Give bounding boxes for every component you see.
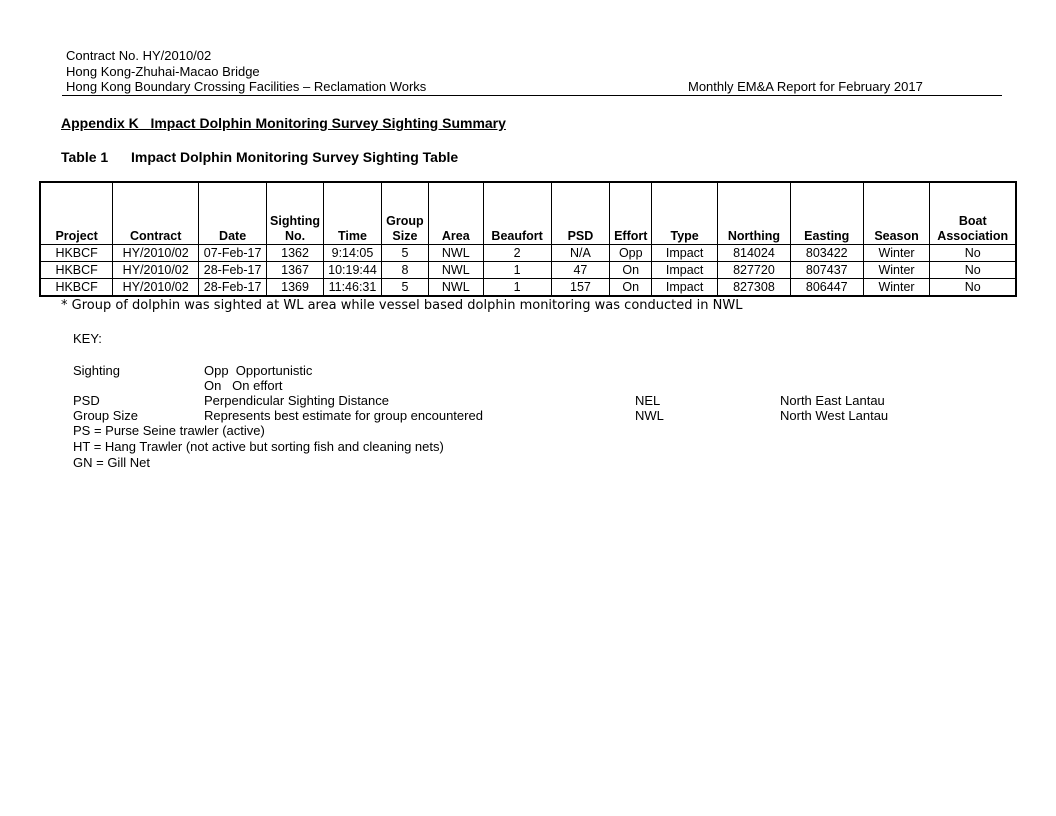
table-cell: On — [610, 279, 652, 297]
column-header — [863, 182, 930, 245]
key-group-label: Group Size — [73, 408, 139, 423]
key-opp: Opp Opportunistic — [204, 363, 313, 378]
column-header — [324, 182, 382, 245]
table-cell: 1369 — [267, 279, 324, 297]
table-cell: NWL — [428, 245, 483, 262]
table-cell: Winter — [863, 245, 930, 262]
column-header — [113, 182, 199, 245]
table-cell: HKBCF — [40, 279, 113, 297]
column-header-text: Northing — [727, 229, 780, 243]
column-header — [483, 182, 551, 245]
table-cell: 9:14:05 — [324, 245, 382, 262]
key-gn: GN = Gill Net — [73, 455, 150, 470]
table-cell: 10:19:44 — [324, 262, 382, 279]
key-label: KEY: — [73, 331, 102, 346]
table-body — [40, 245, 1016, 297]
key-psd-label: PSD — [73, 393, 100, 408]
column-header-text: Contract — [129, 229, 182, 243]
table-cell: 827308 — [718, 279, 791, 297]
key-nel-code: NEL — [635, 393, 661, 408]
column-header-text: Type — [670, 229, 699, 243]
column-header-text: PSD — [567, 229, 594, 243]
project-name: Hong Kong-Zhuhai-Macao Bridge — [66, 64, 260, 79]
table-cell: 806447 — [790, 279, 863, 297]
column-header — [610, 182, 652, 245]
column-header-text: Project — [55, 229, 98, 243]
table-cell: 28-Feb-17 — [199, 279, 267, 297]
table-cell: 827720 — [718, 262, 791, 279]
key-nel-text: North East Lantau — [780, 393, 885, 408]
column-header — [267, 182, 324, 245]
table-cell: 1 — [483, 262, 551, 279]
key-nwl-code: NWL — [635, 408, 664, 423]
table-cell: No — [930, 245, 1016, 262]
column-header — [652, 182, 718, 245]
table-cell: 807437 — [790, 262, 863, 279]
column-header-text: Group — [386, 214, 424, 228]
table-cell: NWL — [428, 262, 483, 279]
column-header-text: Beaufort — [491, 229, 543, 243]
table-cell: Impact — [652, 245, 718, 262]
key-nwl-text: North West Lantau — [780, 408, 889, 423]
column-header-text: Boat — [958, 214, 987, 228]
table-cell: No — [930, 279, 1016, 297]
table-cell: On — [610, 262, 652, 279]
column-header — [381, 182, 428, 245]
table-cell: 157 — [551, 279, 610, 297]
table-cell: 1362 — [267, 245, 324, 262]
key-ht: HT = Hang Trawler (not active but sorting fish and cleaning nets) — [73, 439, 444, 454]
appendix-title: Appendix K Impact Dolphin Monitoring Survey Sighting Summary — [61, 115, 506, 131]
column-header — [40, 182, 113, 245]
contract-number: Contract No. HY/2010/02 — [66, 48, 212, 63]
table-cell: N/A — [551, 245, 610, 262]
table-cell: 07-Feb-17 — [199, 245, 267, 262]
table-cell: 5 — [381, 279, 428, 297]
column-header — [930, 182, 1016, 245]
table-number: Table 1 — [61, 149, 109, 165]
column-header-text: Effort — [614, 229, 648, 243]
table-cell: HY/2010/02 — [113, 245, 199, 262]
column-header-text: No. — [284, 229, 306, 243]
table-cell: No — [930, 262, 1016, 279]
table-cell: HY/2010/02 — [113, 279, 199, 297]
table-cell: 803422 — [790, 245, 863, 262]
table-cell: Opp — [610, 245, 652, 262]
table-row — [40, 262, 1016, 279]
table-cell: Impact — [652, 262, 718, 279]
column-header-text: Season — [874, 229, 919, 243]
column-header — [428, 182, 483, 245]
column-header-text: Sighting — [270, 214, 321, 228]
column-header — [199, 182, 267, 245]
table-cell: 1367 — [267, 262, 324, 279]
column-header-text: Time — [338, 229, 367, 243]
table-row — [40, 279, 1016, 297]
works-name: Hong Kong Boundary Crossing Facilities – Reclamation Works — [66, 79, 427, 94]
column-header — [551, 182, 610, 245]
key-sighting-label: Sighting — [73, 363, 120, 378]
key-on: On On effort — [204, 378, 283, 393]
table-title — [61, 149, 458, 165]
header-divider — [62, 95, 1002, 96]
table-cell: 2 — [483, 245, 551, 262]
footnote: * Group of dolphin was sighted at WL area while vessel based dolphin monitoring was conducted in NWL — [61, 298, 743, 313]
column-header-text: Size — [392, 229, 418, 243]
table-cell: 8 — [381, 262, 428, 279]
column-header-text: Date — [219, 229, 247, 243]
table-cell: Impact — [652, 279, 718, 297]
key-psd-text: Perpendicular Sighting Distance — [204, 393, 389, 408]
table-cell: Winter — [863, 262, 930, 279]
column-header — [718, 182, 791, 245]
table-header-row — [40, 182, 1016, 245]
table-cell: 28-Feb-17 — [199, 262, 267, 279]
table-cell: HY/2010/02 — [113, 262, 199, 279]
table-row — [40, 245, 1016, 262]
report-title: Monthly EM&A Report for February 2017 — [688, 79, 923, 94]
table-cell: 5 — [381, 245, 428, 262]
table-cell: NWL — [428, 279, 483, 297]
table-cell: HKBCF — [40, 245, 113, 262]
table-cell: 814024 — [718, 245, 791, 262]
table-title-text: Impact Dolphin Monitoring Survey Sighting Table — [131, 149, 459, 165]
column-header-text: Association — [937, 229, 1009, 243]
sighting-table — [39, 181, 1017, 297]
column-header-text: Area — [441, 229, 470, 243]
column-header — [790, 182, 863, 245]
table-cell: 1 — [483, 279, 551, 297]
table-cell: 11:46:31 — [324, 279, 382, 297]
table-cell: HKBCF — [40, 262, 113, 279]
key-group-text: Represents best estimate for group encountered — [204, 408, 483, 423]
table-cell: 47 — [551, 262, 610, 279]
column-header-text: Easting — [804, 229, 850, 243]
table-cell: Winter — [863, 279, 930, 297]
key-ps: PS = Purse Seine trawler (active) — [73, 423, 265, 438]
